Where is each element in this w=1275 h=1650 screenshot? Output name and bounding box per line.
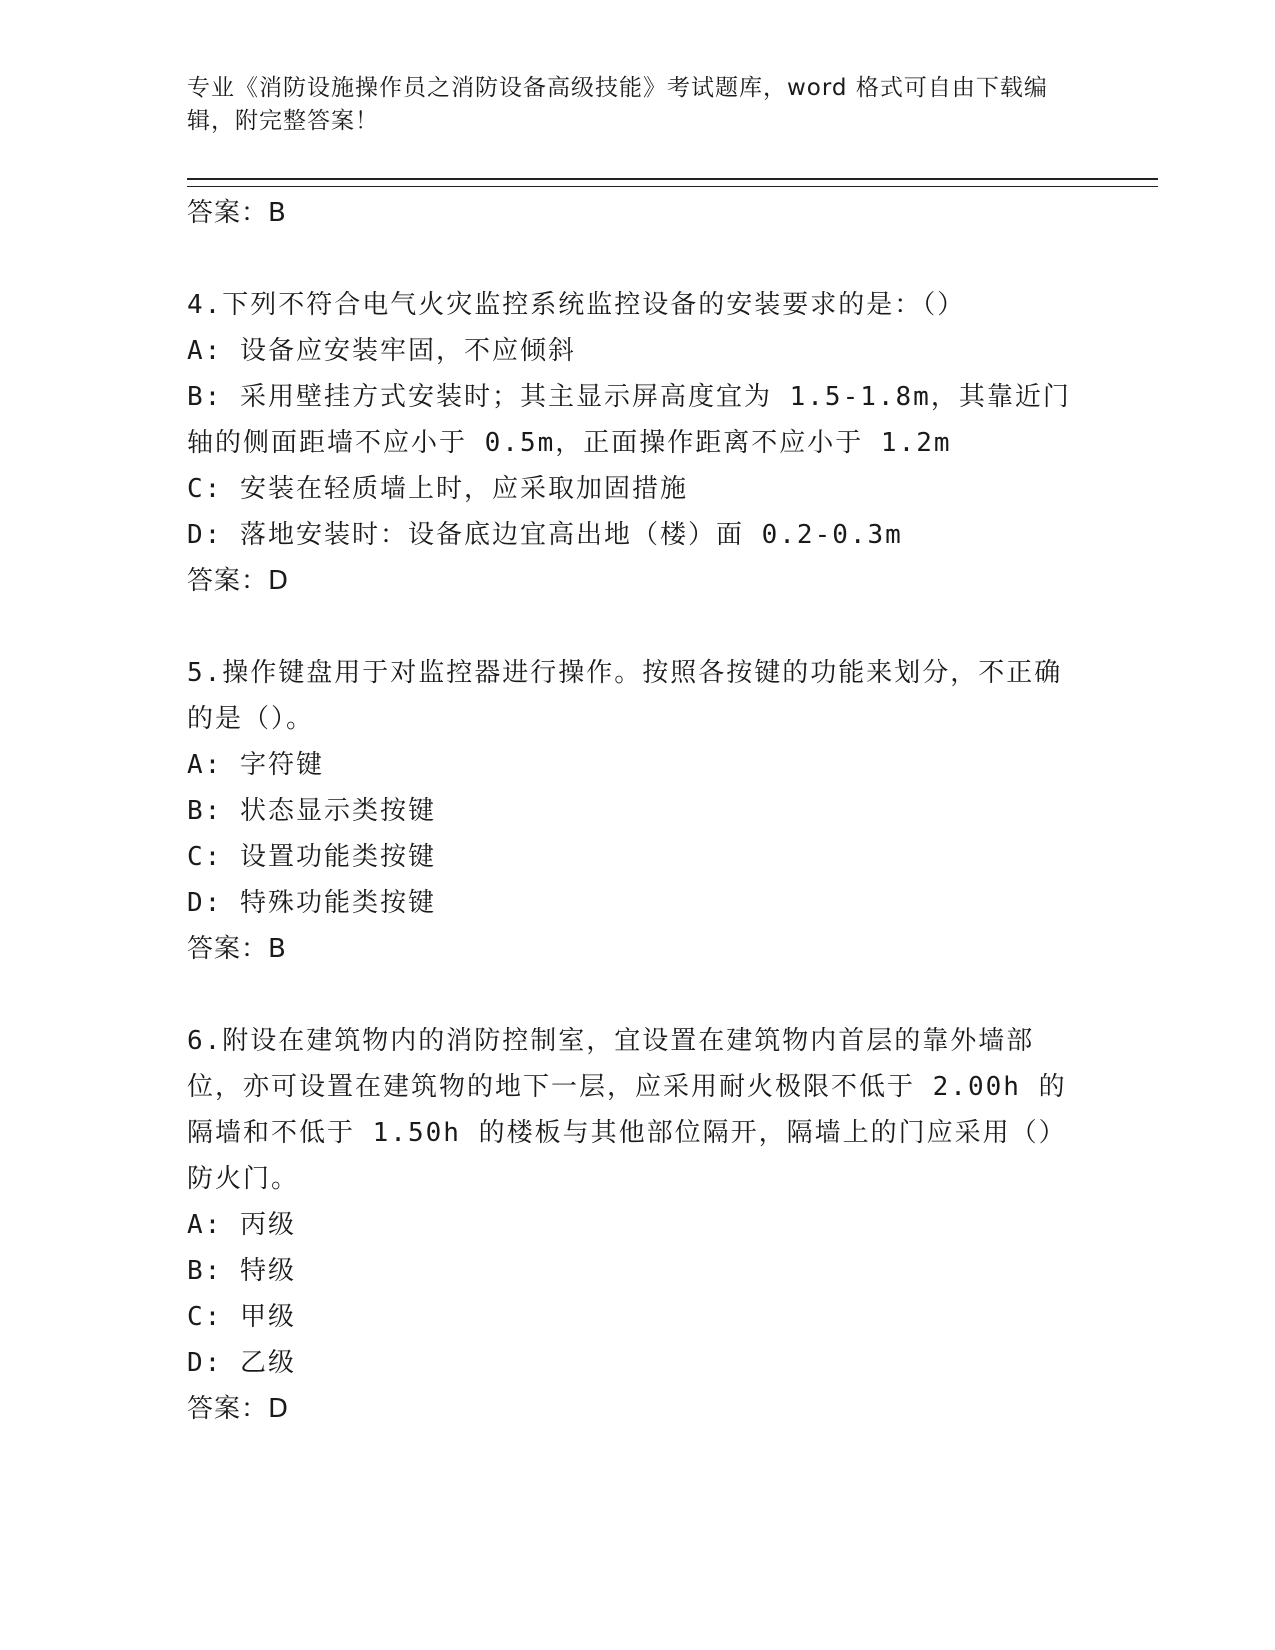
option-a: A: 字符键 [187, 750, 324, 780]
option-b: B: 状态显示类按键 [187, 796, 436, 826]
option-c: C: 甲级 [187, 1302, 296, 1332]
question-4 [187, 282, 1087, 604]
answer: 答案：B [187, 934, 287, 964]
option-d: D: 乙级 [187, 1348, 296, 1378]
question-text: 4.下列不符合电气火灾监控系统监控设备的安装要求的是：（） [187, 290, 966, 320]
previous-answer: 答案：B [187, 198, 287, 228]
header-divider [187, 178, 1158, 187]
option-d: D: 落地安装时：设备底边宜高出地（楼）面 0.2-0.3m [187, 520, 903, 550]
option-b: B: 特级 [187, 1256, 296, 1286]
option-a: A: 设备应安装牢固，不应倾斜 [187, 336, 576, 366]
document-header: 专业《消防设施操作员之消防设备高级技能》考试题库，word 格式可自由下载编辑，附完整答案！ [187, 75, 1048, 134]
option-b: B: 采用壁挂方式安装时；其主显示屏高度宜为 1.5-1.8m，其靠近门轴的侧面距墙不应小于 0.5m，正面操作距离不应小于 1.2m [187, 382, 1071, 458]
option-c: C: 安装在轻质墙上时，应采取加固措施 [187, 474, 688, 504]
question-6 [187, 1018, 1087, 1432]
question-text: 6.附设在建筑物内的消防控制室，宜设置在建筑物内首层的靠外墙部位，亦可设置在建筑物的地下一层，应采用耐火极限不低于 2.00h 的隔墙和不低于 1.50h 的楼板与其他部位隔开，隔墙上的门应采用（）防火门。 [187, 1026, 1067, 1194]
answer: 答案：D [187, 566, 290, 596]
option-a: A: 丙级 [187, 1210, 296, 1240]
question-list [187, 190, 1087, 1432]
answer: 答案：D [187, 1394, 290, 1424]
option-d: D: 特殊功能类按键 [187, 888, 436, 918]
question-text: 5.操作键盘用于对监控器进行操作。按照各按键的功能来划分，不正确的是（）。 [187, 658, 1063, 734]
question-5 [187, 650, 1087, 972]
option-c: C: 设置功能类按键 [187, 842, 436, 872]
